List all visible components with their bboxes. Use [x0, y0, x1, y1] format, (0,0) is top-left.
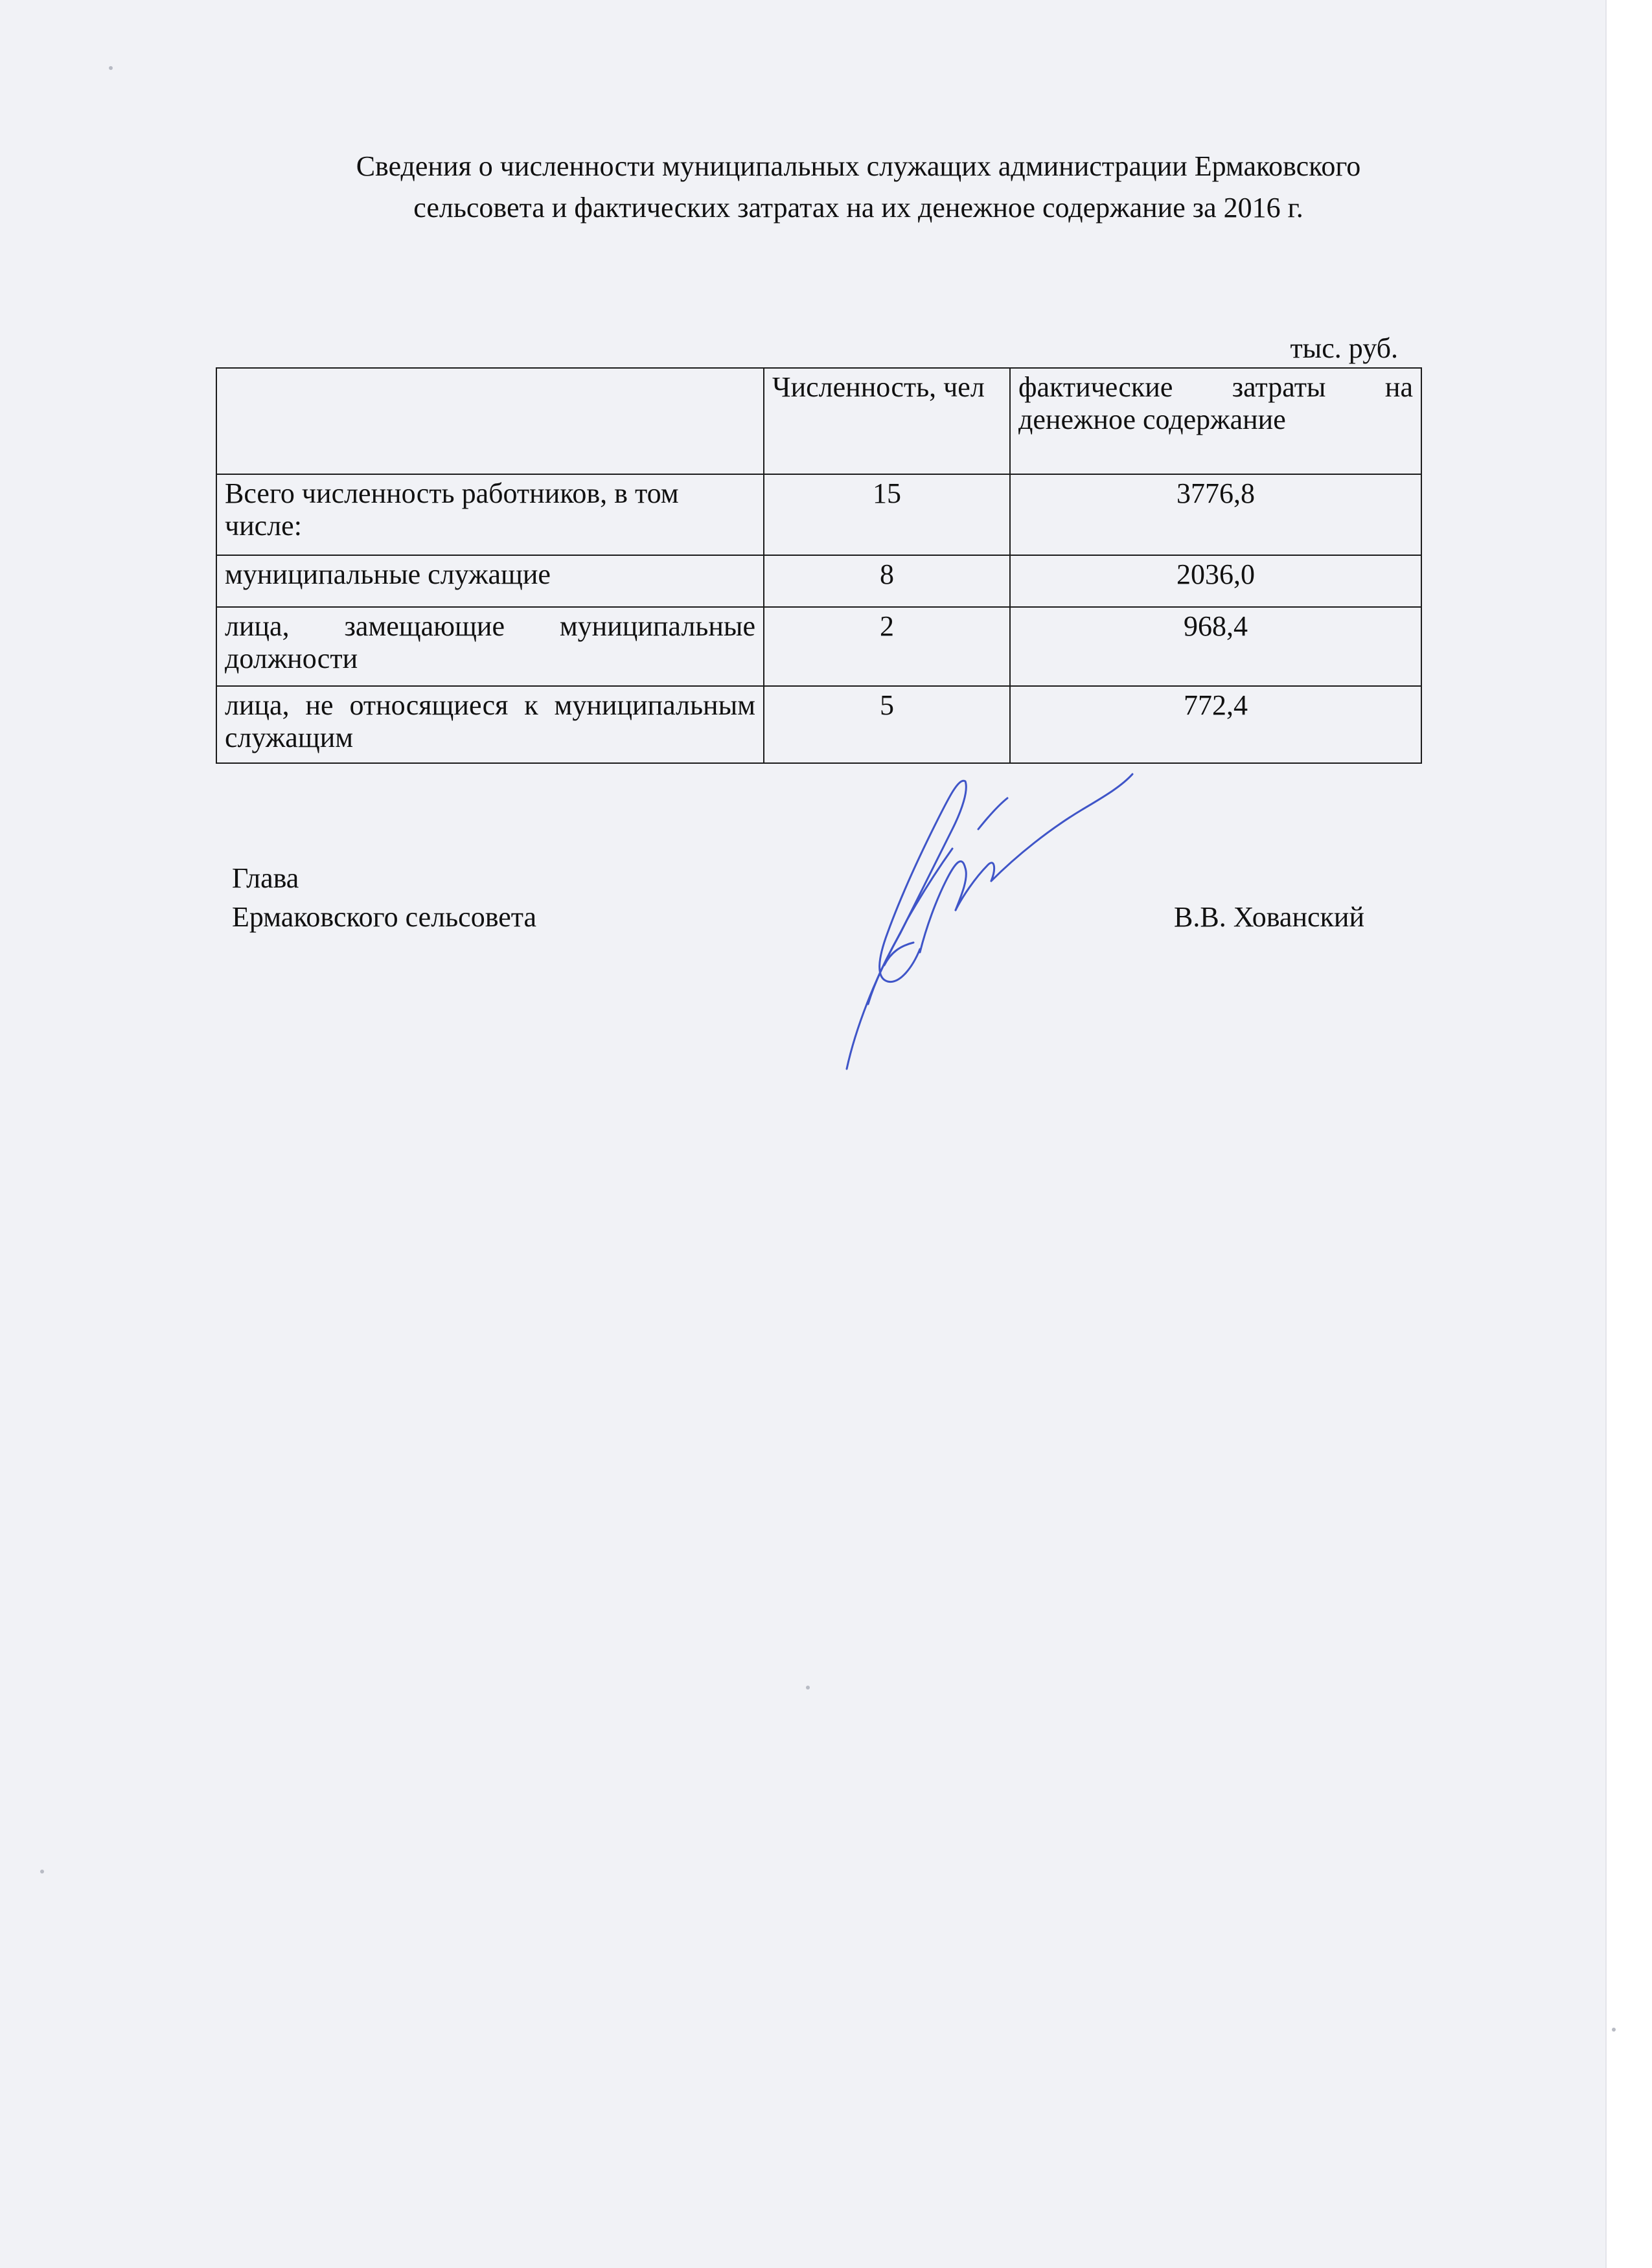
- row-count: 15: [764, 474, 1010, 555]
- table-header-row: [216, 368, 1421, 474]
- row-costs: 2036,0: [1010, 555, 1421, 607]
- row-label: лица, не относящиеся к муниципальным служащим: [216, 686, 764, 763]
- units-label: тыс. руб.: [1290, 332, 1398, 364]
- title-line: Сведения о численности муниципальных служащих администрации Ермаковского: [356, 150, 1361, 182]
- table-row: [216, 474, 1421, 555]
- document-title: [214, 146, 1503, 229]
- header-cell-category: [216, 368, 764, 474]
- table-row: [216, 686, 1421, 763]
- staff-costs-table: [216, 367, 1422, 764]
- header-cell-costs: фактические затраты на денежное содержание: [1010, 368, 1421, 474]
- scan-speck: [1612, 2028, 1616, 2032]
- row-costs: 772,4: [1010, 686, 1421, 763]
- row-count: 2: [764, 607, 1010, 686]
- header-cell-count: Численность, чел: [764, 368, 1010, 474]
- row-label: Всего численность работников, в том числе:: [216, 474, 764, 555]
- position-organization: Ермаковского сельсовета: [232, 901, 537, 933]
- table-row: [216, 555, 1421, 607]
- row-costs: 3776,8: [1010, 474, 1421, 555]
- row-label: муниципальные служащие: [216, 555, 764, 607]
- title-line: сельсовета и фактических затратах на их денежное содержание за 2016 г.: [413, 192, 1303, 223]
- scan-speck: [109, 66, 113, 70]
- scan-edge: [1605, 0, 1652, 2268]
- row-count: 8: [764, 555, 1010, 607]
- position-title: Глава: [232, 862, 299, 894]
- scan-speck: [806, 1686, 810, 1690]
- row-count: 5: [764, 686, 1010, 763]
- scan-speck: [40, 1870, 44, 1873]
- signatory-name: В.В. Хованский: [1174, 901, 1364, 933]
- row-label: лица, замещающие муниципальные должности: [216, 607, 764, 686]
- signatory-position: [232, 859, 536, 937]
- table-row: [216, 607, 1421, 686]
- row-costs: 968,4: [1010, 607, 1421, 686]
